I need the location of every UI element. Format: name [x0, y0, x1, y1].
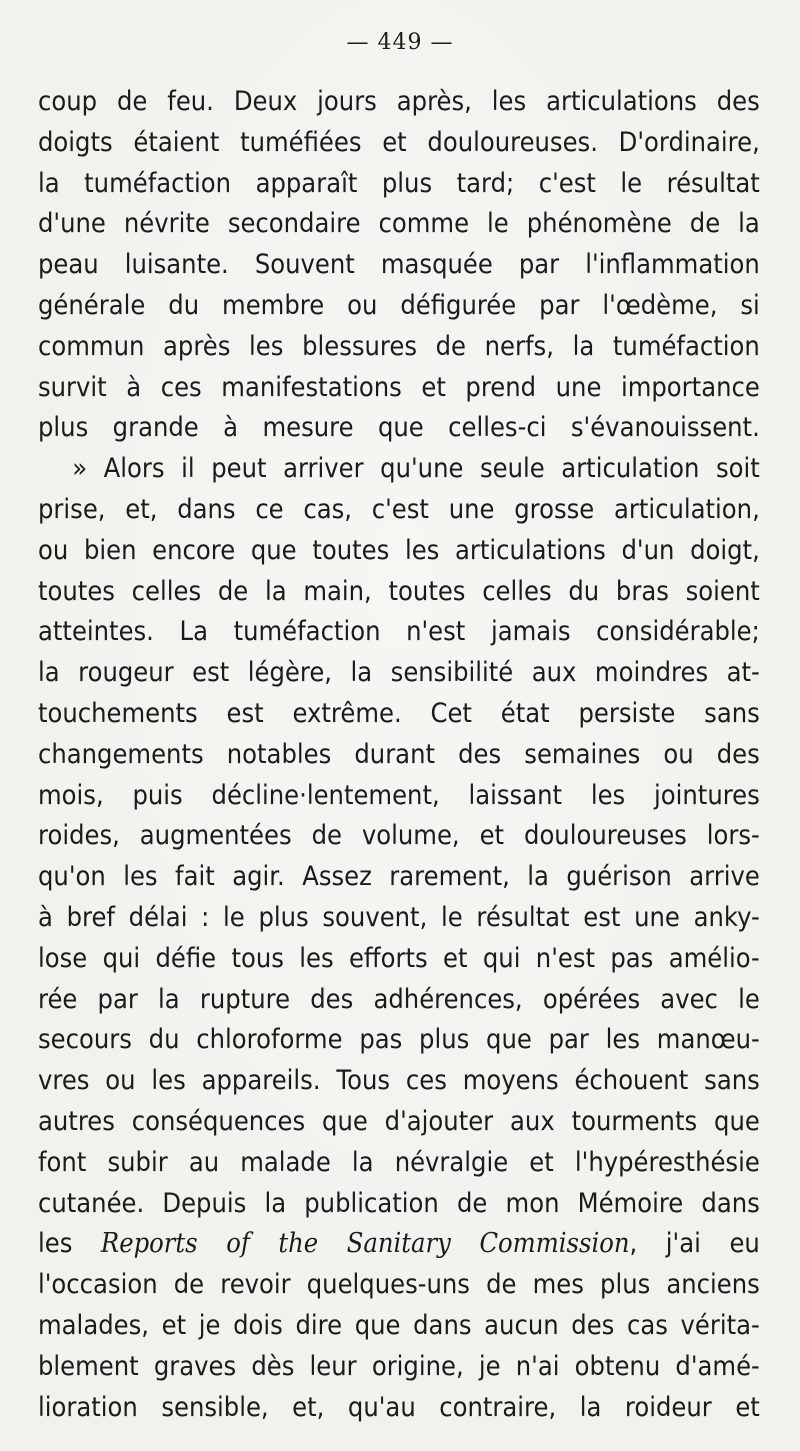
text-line: blement graves dès leur origine, je n'ai obtenu d'amé-	[38, 1350, 760, 1382]
text-line: secours du chloroforme pas plus que par les manœu-	[38, 1024, 760, 1056]
text-line-with-italic	[38, 1224, 760, 1265]
text-line: changements notables durant des semaines ou des	[38, 738, 760, 770]
italic-title: Reports of the Sanitary Commission	[100, 1228, 630, 1260]
text-line: générale du membre ou défigurée par l'œdème, si	[38, 289, 760, 321]
text-line: rée par la rupture des adhérences, opérées avec le	[38, 983, 760, 1015]
text-line: toutes celles de la main, toutes celles du bras soient	[38, 575, 760, 607]
text-line: la tuméfaction apparaît plus tard; c'est le résultat	[38, 167, 760, 199]
text-line: ou bien encore que toutes les articulations d'un doigt,	[38, 534, 760, 566]
text-line: malades, et je dois dire que dans aucun des cas vérita-	[38, 1309, 760, 1341]
text-line: lioration sensible, et, qu'au contraire, la roideur et	[38, 1391, 760, 1423]
text-line: mois, puis décline·lentement, laissant les jointures	[38, 779, 760, 811]
text-line: cutanée. Depuis la publication de mon Mémoire dans	[38, 1187, 760, 1219]
text-line: touchements est extrême. Cet état persiste sans	[38, 697, 760, 729]
text-line: prise, et, dans ce cas, c'est une grosse articulation,	[38, 493, 760, 525]
line-end: , j'ai eu	[629, 1228, 760, 1260]
text-line: vres ou les appareils. Tous ces moyens échouent sans	[38, 1065, 760, 1097]
text-line: atteintes. La tuméfaction n'est jamais considérable;	[38, 616, 760, 648]
text-line: la rougeur est légère, la sensibilité aux moindres at-	[38, 657, 760, 689]
text-line: doigts étaient tuméfiées et douloureuses. D'ordinaire,	[38, 126, 760, 158]
text-line: lose qui défie tous les efforts et qui n'est pas amélio-	[38, 942, 760, 974]
text-line: peau luisante. Souvent masquée par l'inflammation	[38, 249, 760, 281]
text-line: à bref délai : le plus souvent, le résultat est une anky-	[38, 901, 760, 933]
text-line: l'occasion de revoir quelques-uns de mes plus anciens	[38, 1269, 760, 1301]
text-line: d'une névrite secondaire comme le phénomène de la	[38, 208, 760, 240]
line-start: les	[38, 1228, 101, 1260]
text-line: » Alors il peut arriver qu'une seule articulation soit	[72, 453, 760, 485]
text-line: font subir au malade la névralgie et l'hypéresthésie	[38, 1146, 760, 1178]
text-line: commun après les blessures de nerfs, la tuméfaction	[38, 330, 760, 362]
body-text	[38, 82, 760, 1428]
text-line: qu'on les fait agir. Assez rarement, la guérison arrive	[38, 861, 760, 893]
page-number: — 449 —	[346, 30, 454, 55]
text-line: plus grande à mesure que celles-ci s'évanouissent.	[38, 412, 760, 444]
text-line: coup de feu. Deux jours après, les articulations des	[38, 86, 760, 117]
text-line: survit à ces manifestations et prend une importance	[38, 371, 760, 403]
text-line: roides, augmentées de volume, et douloureuses lors-	[38, 820, 760, 852]
text-line: autres conséquences que d'ajouter aux tourments que	[38, 1105, 760, 1137]
